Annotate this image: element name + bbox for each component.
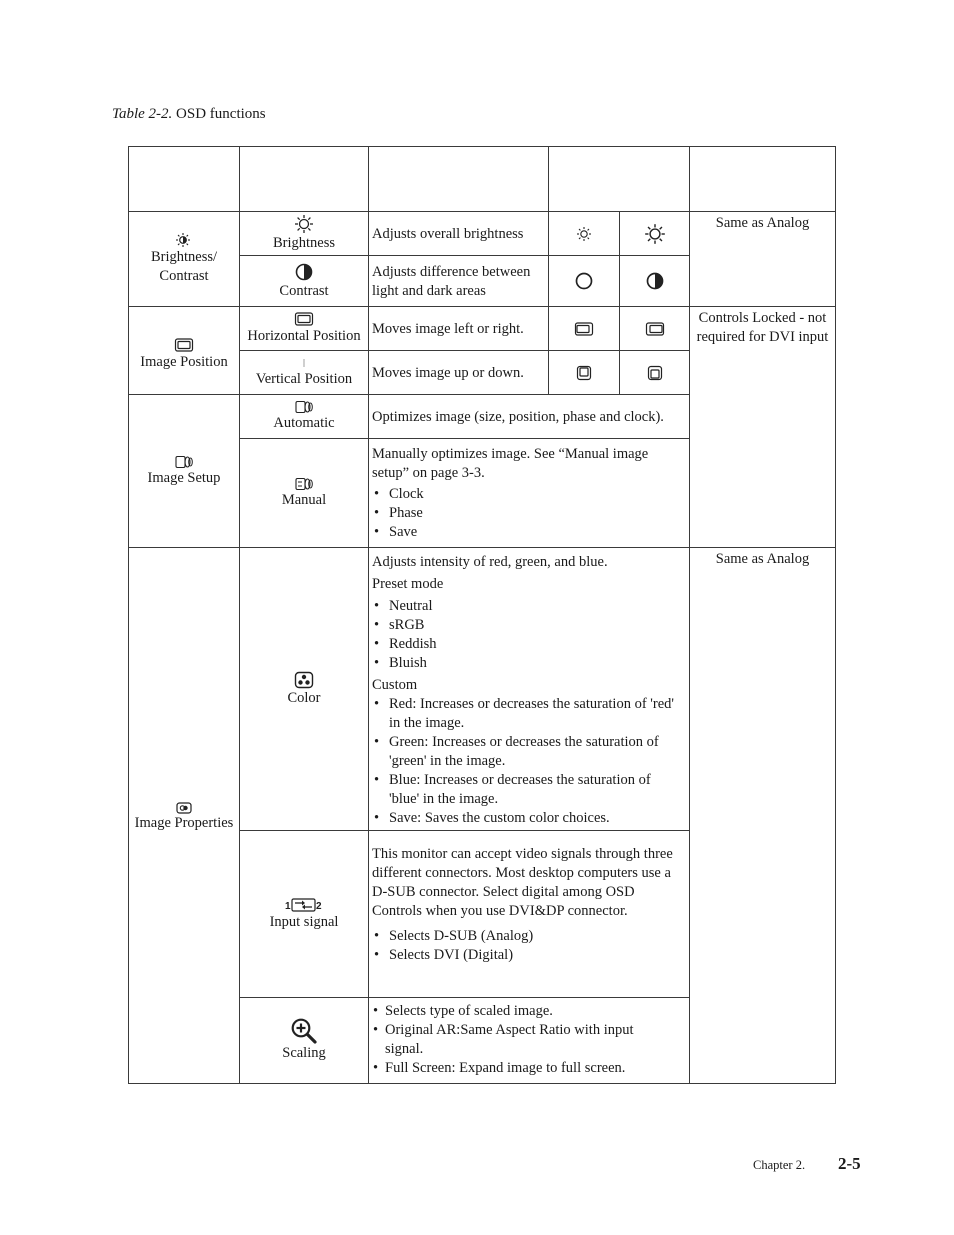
horizontal-right-symbol [620,307,689,350]
list-item: • Selects DVI (Digital) [372,946,686,965]
digital-note: Same as Analog [715,551,810,567]
table-caption-text: OSD functions [176,106,266,122]
screen-shift-down-icon [647,365,663,381]
sun-large-icon [643,223,667,245]
horizontal-position-icon [294,311,314,327]
description-text: Moves image left or right. [372,321,524,337]
control-vertical-position [240,351,368,394]
control-name: Automatic [273,415,335,431]
control-brightness [240,212,368,255]
list-item: • Clock [372,485,686,504]
magnifier-plus-icon [290,1018,318,1044]
color-icon [294,671,314,689]
list-item: • Original AR:Same Aspect Ratio with input signal. [372,1021,666,1059]
control-color [240,548,368,830]
scaling-description [369,998,689,1083]
control-manual [240,439,368,547]
image-properties-icon [176,802,192,814]
image-setup-icon [175,455,193,469]
image-position-icon [174,337,194,353]
image-properties-digital [690,548,835,1083]
sun-small-icon [576,226,592,242]
custom-list [372,695,686,828]
digital-note: Controls Locked - not required for DVI input [696,310,829,345]
description-text: Optimizes image (size, position, phase and clock). [372,409,664,425]
contrast-decrease-symbol [549,256,619,306]
circle-outline-icon [574,271,594,291]
control-name: Manual [281,491,327,508]
control-scaling [240,998,368,1083]
automatic-description [369,395,689,438]
control-contrast [240,256,368,306]
list-item: • Full Screen: Expand image to full screen. [372,1059,666,1078]
control-name: Contrast [279,282,329,299]
vertical-down-symbol [620,351,689,394]
image-position-setup-digital [690,307,835,547]
group-image-setup [129,395,239,547]
list-item: • Bluish [372,654,686,673]
screen-shift-left-icon [574,321,594,337]
preset-mode-list [372,597,686,673]
list-item: • sRGB [372,616,686,635]
brightness-increase-symbol [620,212,689,255]
control-input-signal [240,831,368,997]
scaling-list [372,1002,686,1078]
manual-options-list [372,485,686,542]
group-label: Image Position [140,354,228,370]
input-signal-description [369,831,689,997]
list-item: • Selects type of scaled image. [372,1002,666,1021]
footer-chapter: Chapter 2. [753,1158,806,1172]
sun-icon [293,214,315,234]
group-image-position [129,307,239,394]
svg-text:1: 1 [285,900,291,912]
screen-shift-right-icon [645,321,665,337]
list-item: • Reddish [372,635,686,654]
half-circle-icon [294,262,314,282]
control-automatic [240,395,368,438]
input-signal-list [372,927,686,965]
control-name: Input signal [269,913,339,930]
control-name: Color [287,689,321,706]
control-name: Vertical Position [255,371,353,387]
list-item: • Green: Increases or decreases the saturation of 'green' in the image. [372,733,678,771]
screen-shift-up-icon [576,365,592,381]
brightness-contrast-icon [174,232,194,248]
control-name: Horizontal Position [247,328,361,344]
input-signal-icon [285,897,323,913]
vertical-description [369,351,548,394]
description-text: Manually optimizes image. See “Manual image setup” on page 3-3. [372,446,649,481]
svg-text:2: 2 [316,900,322,912]
manual-description [369,439,689,547]
vertical-up-symbol [549,351,619,394]
group-label: Image Properties [134,815,234,831]
digital-note: Same as Analog [715,215,810,231]
footer-page-number: 2-5 [838,1154,861,1173]
contrast-description [369,256,548,306]
table-caption-label: Table 2-2. [112,106,173,122]
contrast-increase-symbol [620,256,689,306]
half-circle-icon [645,271,665,291]
brightness-contrast-digital [690,212,835,306]
description-text: Adjusts overall brightness [372,226,524,242]
description-text: This monitor can accept video signals through three different connectors. Most desktop computers use a D-SUB connector. Select digital among OSD Controls when you use DVI&DP connector. [372,846,673,919]
custom-label: Custom [372,677,418,693]
list-item: • Blue: Increases or decreases the saturation of 'blue' in the image. [372,771,678,809]
brightness-decrease-symbol [549,212,619,255]
list-item: • Neutral [372,597,686,616]
horizontal-description [369,307,548,350]
description-text: Adjusts difference between light and dark areas [372,264,531,299]
control-horizontal-position [240,307,368,350]
vertical-position-icon [301,356,307,370]
list-item: • Save: Saves the custom color choices. [372,809,678,828]
brightness-description [369,212,548,255]
group-brightness-contrast [129,212,239,306]
group-image-properties [129,548,239,1083]
horizontal-left-symbol [549,307,619,350]
list-item: • Phase [372,504,686,523]
description-text: Moves image up or down. [372,365,524,381]
group-label: Brightness/ Contrast [150,249,218,284]
list-item: • Selects D-SUB (Analog) [372,927,686,946]
list-item: • Save [372,523,686,542]
group-label: Image Setup [147,469,221,486]
color-intro: Adjusts intensity of red, green, and blue. [372,554,608,570]
manual-setup-icon [295,477,313,491]
automatic-setup-icon [295,400,313,414]
control-name: Scaling [282,1045,326,1061]
color-description [369,548,689,830]
preset-mode-label: Preset mode [372,576,444,592]
control-name: Brightness [272,235,336,251]
list-item: • Red: Increases or decreases the saturation of 'red' in the image. [372,695,678,733]
